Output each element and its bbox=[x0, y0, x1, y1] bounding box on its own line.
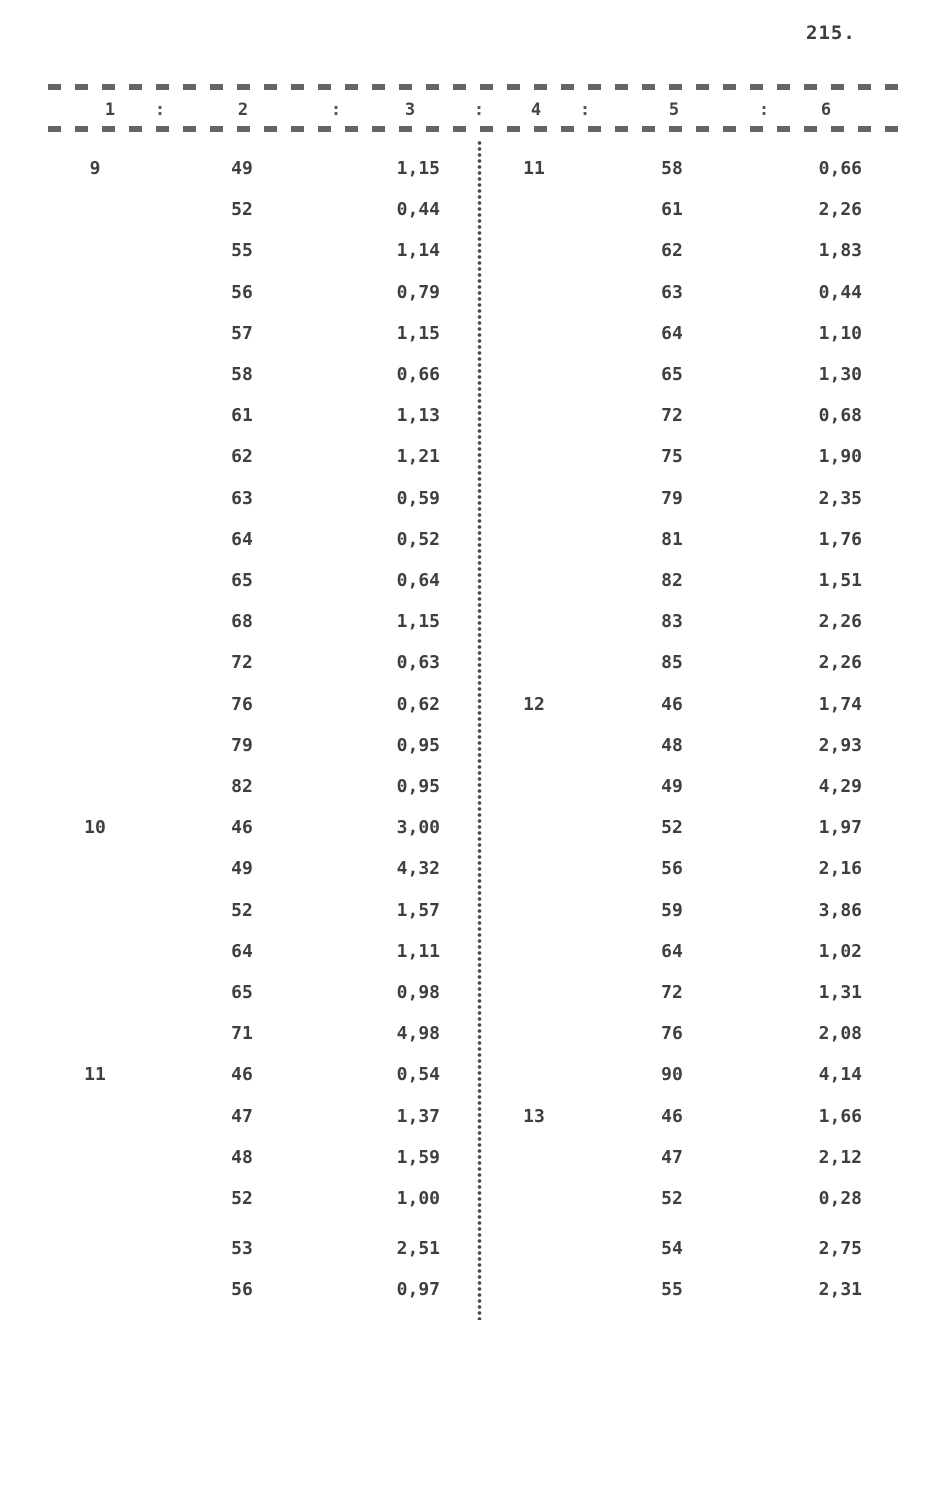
column-header-6: 6 bbox=[820, 100, 832, 120]
table-cell-col-3: 1,13 bbox=[396, 405, 440, 427]
table-cell-col-2: 47 bbox=[231, 1105, 253, 1127]
table-cell-col-6: 1,31 bbox=[818, 982, 862, 1003]
table-cell-col-6: 1,97 bbox=[818, 817, 862, 839]
table-cell-col-1: 11 bbox=[84, 1064, 106, 1086]
table-cell-col-5: 56 bbox=[661, 858, 683, 880]
table-cell-col-6: 2,75 bbox=[818, 1238, 862, 1260]
table-cell-col-5: 65 bbox=[661, 364, 683, 385]
table-cell-col-6: 0,66 bbox=[818, 158, 862, 179]
table-cell-col-6: 4,29 bbox=[818, 776, 862, 797]
column-header-3: 3 bbox=[404, 100, 416, 120]
table-cell-col-6: 1,83 bbox=[818, 240, 862, 262]
table-cell-col-2: 49 bbox=[231, 158, 253, 179]
table-cell-col-3: 1,57 bbox=[396, 899, 440, 921]
table-cell-col-3: 0,52 bbox=[396, 528, 440, 550]
table-cell-col-5: 79 bbox=[661, 487, 683, 509]
table-cell-col-1: 10 bbox=[84, 817, 106, 839]
table-cell-col-3: 0,66 bbox=[396, 364, 440, 385]
table-cell-col-6: 2,12 bbox=[818, 1146, 862, 1168]
table-cell-col-2: 68 bbox=[231, 611, 253, 633]
header-separator: : bbox=[330, 100, 342, 120]
table-cell-col-2: 53 bbox=[231, 1238, 253, 1260]
table-cell-col-3: 1,15 bbox=[396, 611, 440, 633]
table-cell-col-2: 52 bbox=[231, 899, 253, 921]
table-cell-col-5: 61 bbox=[661, 199, 683, 221]
table-cell-col-3: 0,54 bbox=[396, 1064, 440, 1086]
table-cell-col-6: 1,66 bbox=[818, 1105, 862, 1127]
header-separator: : bbox=[579, 100, 591, 120]
header-rule-top bbox=[48, 84, 898, 90]
table-cell-col-2: 65 bbox=[231, 982, 253, 1003]
table-cell-col-6: 1,74 bbox=[818, 693, 862, 715]
column-header-2: 2 bbox=[237, 100, 249, 120]
table-cell-col-4: 11 bbox=[523, 158, 545, 179]
table-cell-col-3: 0,95 bbox=[396, 734, 440, 756]
table-cell-col-6: 2,26 bbox=[818, 652, 862, 674]
table-cell-col-6: 2,26 bbox=[818, 199, 862, 221]
table-cell-col-3: 0,62 bbox=[396, 693, 440, 715]
header-rule-bottom bbox=[48, 126, 898, 132]
table-cell-col-3: 1,00 bbox=[396, 1188, 440, 1209]
table-cell-col-2: 61 bbox=[231, 405, 253, 427]
table-cell-col-3: 0,97 bbox=[396, 1279, 440, 1301]
table-cell-col-6: 1,51 bbox=[818, 570, 862, 591]
table-cell-col-2: 82 bbox=[231, 776, 253, 797]
table-cell-col-2: 46 bbox=[231, 1064, 253, 1086]
table-cell-col-2: 52 bbox=[231, 199, 253, 221]
table-cell-col-2: 76 bbox=[231, 693, 253, 715]
table-cell-col-2: 52 bbox=[231, 1188, 253, 1209]
table-cell-col-6: 2,35 bbox=[818, 487, 862, 509]
table-cell-col-5: 76 bbox=[661, 1023, 683, 1045]
table-cell-col-5: 81 bbox=[661, 528, 683, 550]
table-cell-col-5: 52 bbox=[661, 1188, 683, 1209]
table-cell-col-2: 79 bbox=[231, 734, 253, 756]
table-cell-col-2: 55 bbox=[231, 240, 253, 262]
table-cell-col-3: 0,98 bbox=[396, 982, 440, 1003]
table-cell-col-2: 71 bbox=[231, 1023, 253, 1045]
table-cell-col-6: 0,28 bbox=[818, 1188, 862, 1209]
table-cell-col-6: 1,10 bbox=[818, 322, 862, 344]
table-cell-col-5: 83 bbox=[661, 611, 683, 633]
column-header-4: 4 bbox=[530, 100, 542, 120]
table-cell-col-2: 49 bbox=[231, 858, 253, 880]
table-cell-col-2: 48 bbox=[231, 1146, 253, 1168]
table-cell-col-6: 2,26 bbox=[818, 611, 862, 633]
table-cell-col-2: 65 bbox=[231, 570, 253, 591]
table-cell-col-5: 64 bbox=[661, 940, 683, 962]
table-cell-col-2: 58 bbox=[231, 364, 253, 385]
table-cell-col-3: 2,51 bbox=[396, 1238, 440, 1260]
table-cell-col-6: 0,68 bbox=[818, 405, 862, 427]
table-cell-col-3: 0,95 bbox=[396, 776, 440, 797]
table-cell-col-5: 62 bbox=[661, 240, 683, 262]
table-cell-col-3: 1,59 bbox=[396, 1146, 440, 1168]
header-separator: : bbox=[154, 100, 166, 120]
table-cell-col-5: 48 bbox=[661, 734, 683, 756]
table-cell-col-3: 0,63 bbox=[396, 652, 440, 674]
table-cell-col-6: 0,44 bbox=[818, 281, 862, 303]
table-cell-col-5: 90 bbox=[661, 1064, 683, 1086]
page-number: 215. bbox=[806, 22, 856, 44]
table-cell-col-6: 1,02 bbox=[818, 940, 862, 962]
header-separator: : bbox=[758, 100, 770, 120]
table-cell-col-3: 3,00 bbox=[396, 817, 440, 839]
table-cell-col-2: 72 bbox=[231, 652, 253, 674]
table-cell-col-3: 4,32 bbox=[396, 858, 440, 880]
table-cell-col-6: 4,14 bbox=[818, 1064, 862, 1086]
table-cell-col-4: 13 bbox=[523, 1105, 545, 1127]
vertical-separator bbox=[477, 140, 482, 1320]
table-cell-col-5: 47 bbox=[661, 1146, 683, 1168]
table-cell-col-6: 2,93 bbox=[818, 734, 862, 756]
table-cell-col-3: 1,21 bbox=[396, 446, 440, 468]
table-cell-col-5: 49 bbox=[661, 776, 683, 797]
table-cell-col-2: 56 bbox=[231, 281, 253, 303]
table-cell-col-5: 82 bbox=[661, 570, 683, 591]
table-cell-col-3: 0,64 bbox=[396, 570, 440, 591]
table-cell-col-6: 1,30 bbox=[818, 364, 862, 385]
table-cell-col-3: 1,11 bbox=[396, 940, 440, 962]
table-cell-col-5: 46 bbox=[661, 1105, 683, 1127]
table-cell-col-5: 63 bbox=[661, 281, 683, 303]
table-cell-col-2: 62 bbox=[231, 446, 253, 468]
table-cell-col-4: 12 bbox=[523, 693, 545, 715]
table-cell-col-3: 1,14 bbox=[396, 240, 440, 262]
table-cell-col-6: 2,31 bbox=[818, 1279, 862, 1301]
table-cell-col-6: 3,86 bbox=[818, 899, 862, 921]
table-cell-col-3: 0,59 bbox=[396, 487, 440, 509]
table-cell-col-5: 59 bbox=[661, 899, 683, 921]
header-separator: : bbox=[473, 100, 485, 120]
table-cell-col-5: 54 bbox=[661, 1238, 683, 1260]
table-cell-col-3: 0,44 bbox=[396, 199, 440, 221]
table-cell-col-2: 46 bbox=[231, 817, 253, 839]
column-header-5: 5 bbox=[668, 100, 680, 120]
column-header-1: 1 bbox=[104, 100, 116, 120]
table-cell-col-5: 72 bbox=[661, 405, 683, 427]
table-cell-col-5: 85 bbox=[661, 652, 683, 674]
table-cell-col-5: 64 bbox=[661, 322, 683, 344]
table-cell-col-2: 63 bbox=[231, 487, 253, 509]
table-cell-col-6: 1,90 bbox=[818, 446, 862, 468]
table-cell-col-5: 55 bbox=[661, 1279, 683, 1301]
table-cell-col-2: 57 bbox=[231, 322, 253, 344]
table-cell-col-5: 75 bbox=[661, 446, 683, 468]
table-cell-col-3: 4,98 bbox=[396, 1023, 440, 1045]
table-cell-col-5: 46 bbox=[661, 693, 683, 715]
table-cell-col-2: 64 bbox=[231, 940, 253, 962]
table-cell-col-2: 56 bbox=[231, 1279, 253, 1301]
table-cell-col-3: 1,15 bbox=[396, 322, 440, 344]
table-cell-col-6: 1,76 bbox=[818, 528, 862, 550]
table-cell-col-3: 0,79 bbox=[396, 281, 440, 303]
table-cell-col-3: 1,37 bbox=[396, 1105, 440, 1127]
table-cell-col-5: 52 bbox=[661, 817, 683, 839]
table-cell-col-6: 2,16 bbox=[818, 858, 862, 880]
table-cell-col-3: 1,15 bbox=[396, 158, 440, 179]
table-cell-col-2: 64 bbox=[231, 528, 253, 550]
table-cell-col-5: 72 bbox=[661, 982, 683, 1003]
table-cell-col-1: 9 bbox=[89, 158, 101, 179]
table-cell-col-6: 2,08 bbox=[818, 1023, 862, 1045]
table-cell-col-5: 58 bbox=[661, 158, 683, 179]
